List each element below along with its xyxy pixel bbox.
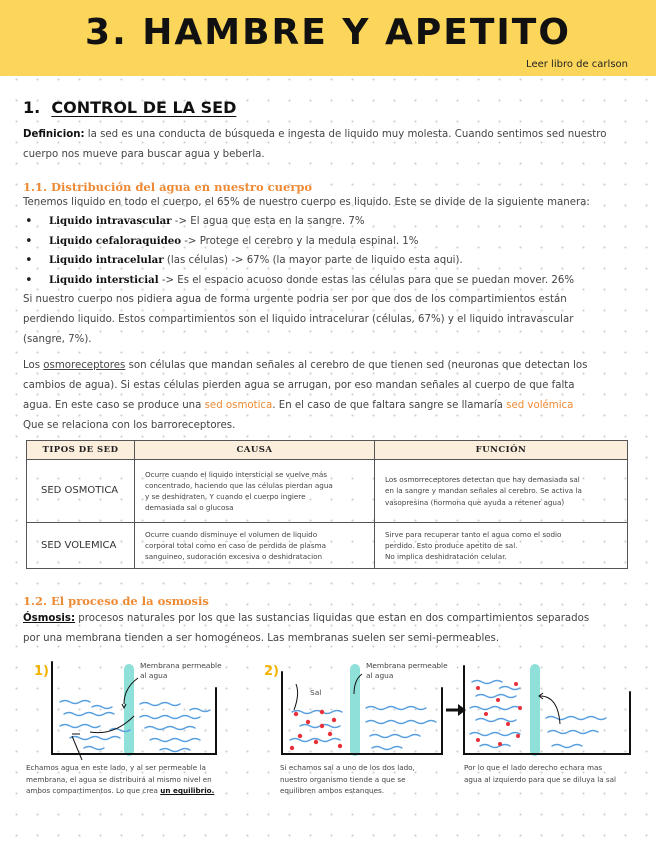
table-row bbox=[27, 460, 628, 523]
section-title: CONTROL DE LA SED bbox=[51, 98, 237, 117]
membrane-1 bbox=[124, 664, 134, 756]
list-item: • Liquido intersticial -> Es el espacio acuoso donde estas las células para que se puedan mover. 26% bbox=[23, 271, 643, 291]
caption-3: Por lo que el lado derecho echara mas agua al izquierdo para que se diluya la sal bbox=[464, 763, 617, 784]
caption-2: Si echamos sal a uno de los dos lado, nuestro organismo tiende a que se equilibren ambos estanques. bbox=[280, 763, 415, 795]
salt-particles-2 bbox=[290, 710, 342, 750]
definition-label: Definicion: bbox=[23, 129, 85, 140]
liquid-list bbox=[23, 212, 643, 290]
page-title: 3. HAMBRE Y APETITO bbox=[85, 12, 571, 53]
subsection-heading-1-1: 1.1. Distribución del agua en nuestro cuerpo bbox=[23, 180, 313, 194]
page-subtitle: Leer libro de carlson bbox=[526, 59, 628, 70]
definition-text-2: cuerpo nos mueve para buscar agua y beberla. bbox=[23, 149, 265, 160]
salt-label: Sal bbox=[310, 688, 322, 697]
table-cell-funcion: Sirve para recuperar tanto el agua como el sodio perdido. Esto produce apetito de sal. No implica deshidratación celular. bbox=[375, 523, 628, 569]
water-2 bbox=[290, 707, 436, 750]
osmosis-term: Ósmosis: bbox=[23, 613, 76, 624]
sed-volemica-term: sed volémica bbox=[506, 400, 574, 411]
definition-paragraph bbox=[23, 125, 641, 165]
table-cell-causa: Ocurre cuando el liquido intersticial se vuelve más concentrado, haciendo que las células pierdan agua y se deshidraten. Y cuando el cuerpo ingiere demasiada sal o glucosa bbox=[135, 460, 375, 523]
caption-1: Echamos agua en este lado, y al ser permeable la membrana, el agua se distribuirá al mismo nivel en ambos compartimentos. Lo que crea un equilibrio. bbox=[26, 763, 215, 795]
diagram-label-2: 2) bbox=[264, 664, 279, 679]
section-number: 1. bbox=[23, 98, 41, 117]
list-item: • Liquido cefaloraquideo -> Protege el cerebro y la medula espinal. 1% bbox=[23, 232, 643, 252]
table-header: CAUSA bbox=[135, 441, 375, 460]
sed-osmotica-term: sed osmotica bbox=[204, 400, 273, 411]
diagram-label-1: 1) bbox=[34, 664, 49, 679]
membrane-label-2: Membrana permeable al agua bbox=[366, 661, 448, 680]
thirst-types-table bbox=[26, 440, 628, 569]
table-row bbox=[27, 523, 628, 569]
membrane-3 bbox=[530, 664, 540, 756]
osmoreceptors-paragraph: Los osmoreceptores son células que mandan señales al cerebro de que tienen sed (neuronas que detectan los cambios de agua). Si estas células pierden agua se arrugan, por eso mandan señales al cuerpo de que falta agua. En este caso se produce una sed osmotica. En el caso de que faltara sangre se llamaría sed volémica Que se relaciona con los barroreceptores. bbox=[23, 360, 588, 431]
table-header: FUNCIÓN bbox=[375, 441, 628, 460]
table-cell-causa: Ocurre cuando disminuye el volumen de liquido corporal total como en caso de perdida de plasma sanguineo, sudoración excesiva o deshidratacion bbox=[135, 523, 375, 569]
osmoreceptores-term: osmoreceptores bbox=[43, 360, 126, 371]
table-cell-funcion: Los osmorreceptores detectan que hay demasiada sal en la sangre y mandan señales al cerebro. Se activa la vasopresina (hormona que ayuda a retener agua) bbox=[375, 460, 628, 523]
intro-paragraph: Tenemos liquido en todo el cuerpo, el 65% de nuestro cuerpo es liquido. Este se divide de la siguiente manera: bbox=[23, 197, 590, 208]
osmosis-paragraph: Ósmosis: procesos naturales por los que las sustancias liquidas que estan en dos compartimientos separados por una membrana tienden a ser homogéneos. Las membranas suelen ser semi-permeables. bbox=[23, 613, 590, 644]
membrane-label-1: Membrana permeable al agua bbox=[140, 661, 222, 680]
salt-particles-3 bbox=[476, 682, 522, 746]
water-1 bbox=[60, 701, 210, 752]
compartments-paragraph: Si nuestro cuerpo nos pidiera agua de forma urgente podria ser por que dos de los compartimientos están perdiendo liquido. Estos compartimientos son el liquido intracelurar (células, 67%) y el liquido intravascular (sangre, 7%). bbox=[23, 294, 574, 345]
subsection-heading-1-2: 1.2. El proceso de la osmosis bbox=[23, 594, 209, 608]
osmosis-diagram bbox=[0, 652, 656, 812]
definition-text: la sed es una conducta de búsqueda e ingesta de liquido muy molesta. Cuando sentimos sed nuestro bbox=[84, 129, 607, 140]
table-header: TIPOS DE SED bbox=[27, 441, 135, 460]
tank-3 bbox=[464, 664, 630, 756]
table-header-row bbox=[27, 441, 628, 460]
list-item: • Liquido intracelular (las células) -> 67% (la mayor parte de liquido esta aqui). bbox=[23, 251, 643, 271]
table-cell-name: SED OSMOTICA bbox=[27, 460, 135, 523]
table-cell-name: SED VOLEMICA bbox=[27, 523, 135, 569]
list-item: • Liquido intravascular -> El agua que esta en la sangre. 7% bbox=[23, 212, 643, 232]
section-heading bbox=[23, 98, 236, 117]
